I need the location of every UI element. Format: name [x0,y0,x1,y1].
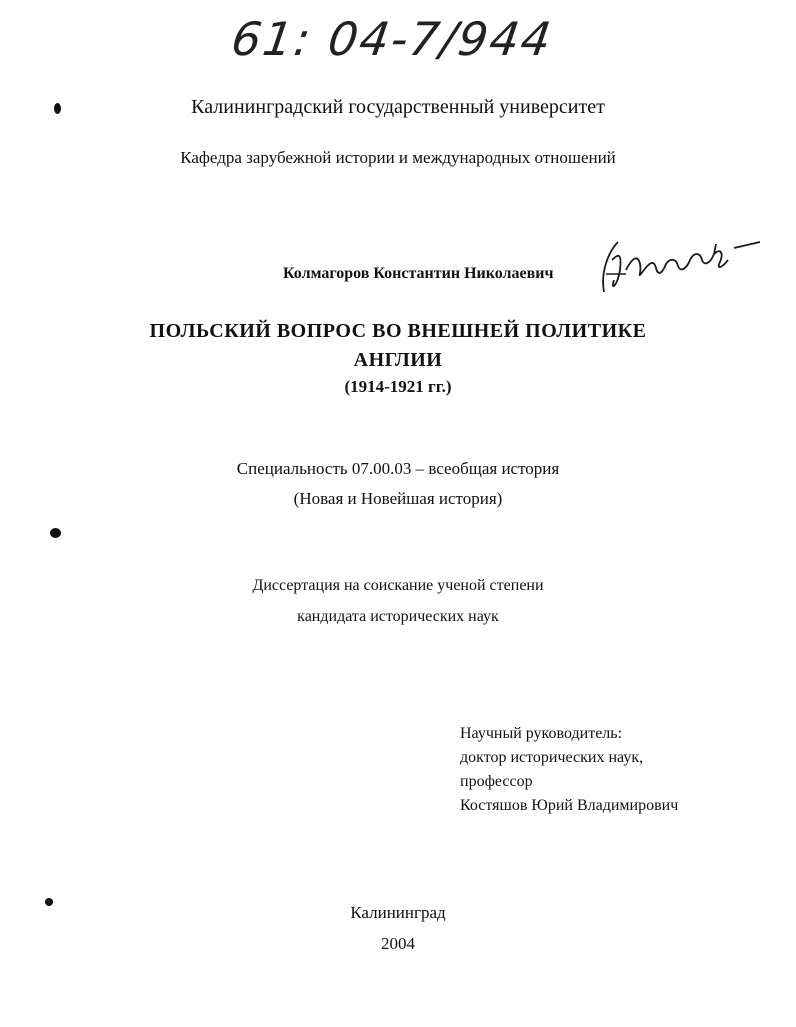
supervisor-block [460,722,678,818]
university-name: Калининградский государственный университет [191,96,605,118]
dissertation-years: (1914-1921 гг.) [344,377,452,396]
specialty-line: Специальность 07.00.03 – всеобщая история [236,459,560,478]
scan-mark-dot [50,528,61,538]
department-name: Кафедра зарубежной истории и международных отношений [180,148,616,167]
author-signature [592,230,762,300]
catalog-number-handwritten: 61: 04-7/944 [228,12,557,66]
scan-mark-dot [45,898,53,906]
city: Калининград [350,903,446,922]
year: 2004 [381,934,415,953]
degree-line2: кандидата исторических наук [297,608,499,625]
supervisor-degree: доктор исторических наук, [460,749,644,766]
degree-line1: Диссертация на соискание ученой степени [252,577,544,594]
supervisor-rank: профессор [460,773,533,790]
supervisor-name: Костяшов Юрий Владимирович [460,797,679,814]
author-name: Колмагоров Константин Николаевич [283,265,554,282]
scan-mark-dot [54,103,61,114]
specialty-subtitle: (Новая и Новейшая история) [293,489,503,508]
dissertation-title-line1: ПОЛЬСКИЙ ВОПРОС ВО ВНЕШНЕЙ ПОЛИТИКЕ [149,320,647,342]
dissertation-title-line2: АНГЛИИ [353,349,443,371]
supervisor-label: Научный руководитель: [460,725,623,742]
